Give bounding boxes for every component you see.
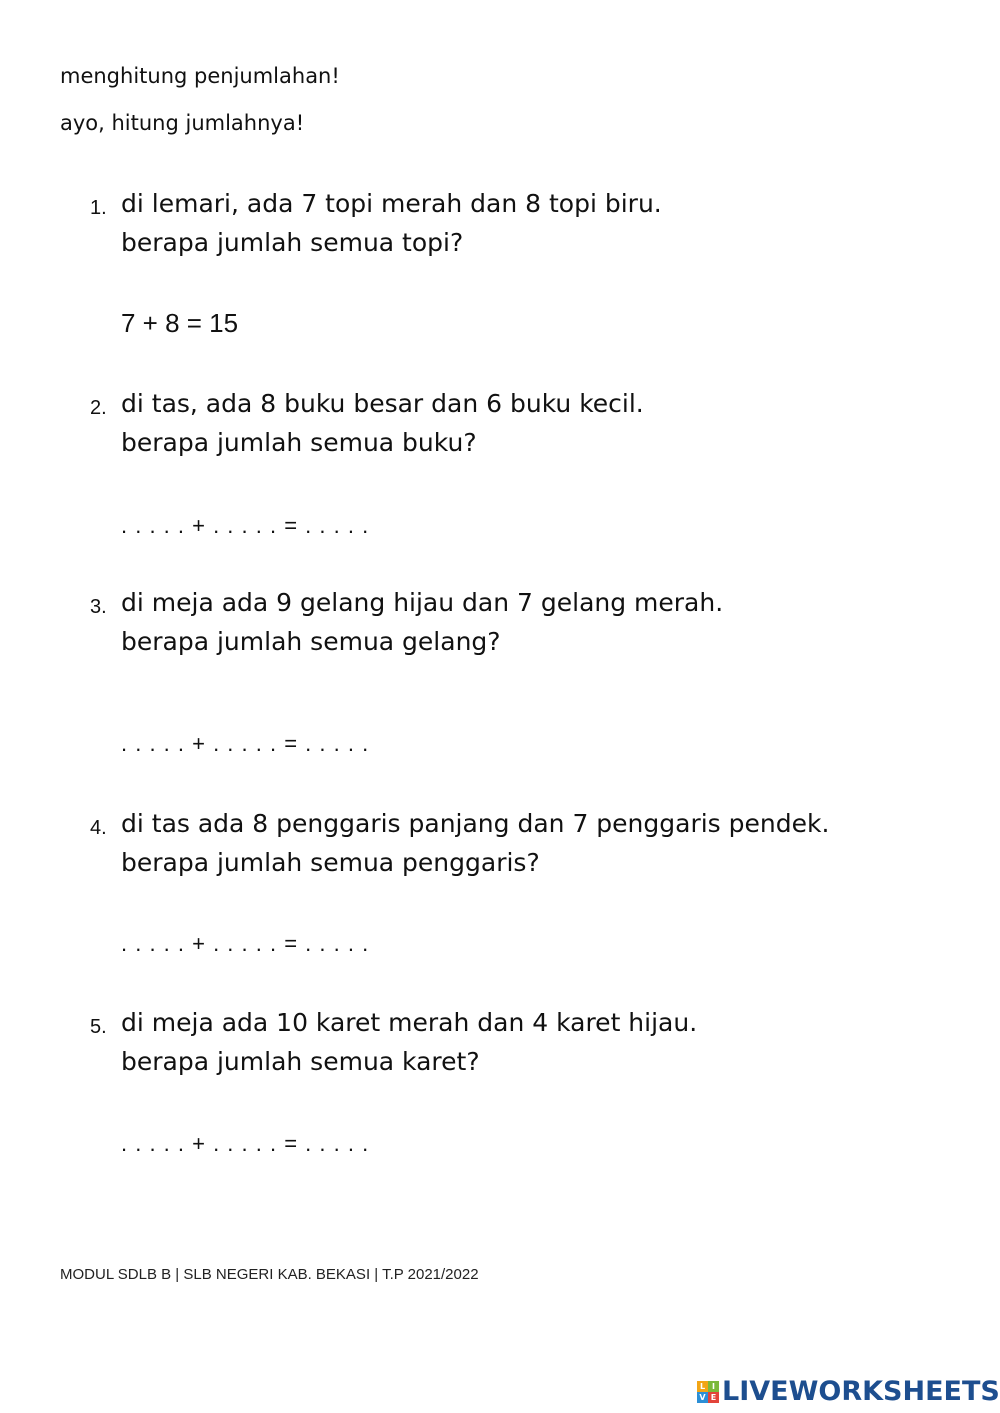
worksheet-instruction: ayo, hitung jumlahnya! <box>60 111 305 135</box>
question-4-answer-blank[interactable]: . . . . . + . . . . . = . . . . . <box>121 931 370 956</box>
question-1-prompt: berapa jumlah semua topi? <box>121 228 464 257</box>
question-4-prompt: berapa jumlah semua penggaris? <box>121 848 540 877</box>
question-4-text: di tas ada 8 penggaris panjang dan 7 penggaris pendek. <box>121 809 830 838</box>
question-1-text: di lemari, ada 7 topi merah dan 8 topi biru. <box>121 189 662 218</box>
question-4-number: 4. <box>90 817 107 839</box>
question-3-number: 3. <box>90 596 107 618</box>
liveworksheets-logo-icon <box>697 1381 719 1403</box>
question-1-number: 1. <box>90 197 107 219</box>
logo-letter-e: E <box>708 1392 719 1403</box>
worksheet-title: menghitung penjumlahan! <box>60 64 340 88</box>
liveworksheets-brand <box>697 1376 1000 1407</box>
brand-name: LIVEWORKSHEETS <box>722 1376 1000 1407</box>
question-2-text: di tas, ada 8 buku besar dan 6 buku kecil. <box>121 389 644 418</box>
question-2-prompt: berapa jumlah semua buku? <box>121 428 477 457</box>
question-2-number: 2. <box>90 397 107 419</box>
logo-letter-v: V <box>697 1392 708 1403</box>
question-3-answer-blank[interactable]: . . . . . + . . . . . = . . . . . <box>121 731 370 756</box>
logo-letter-i: I <box>708 1381 719 1392</box>
question-2-answer-blank[interactable]: . . . . . + . . . . . = . . . . . <box>121 513 370 538</box>
question-5-text: di meja ada 10 karet merah dan 4 karet hijau. <box>121 1008 698 1037</box>
question-1-answer: 7 + 8 = 15 <box>121 308 239 338</box>
logo-letter-l: L <box>697 1381 708 1392</box>
question-5-answer-blank[interactable]: . . . . . + . . . . . = . . . . . <box>121 1131 370 1156</box>
page-footer: MODUL SDLB B | SLB NEGERI KAB. BEKASI | T.P 2021/2022 <box>60 1266 479 1283</box>
question-5-prompt: berapa jumlah semua karet? <box>121 1047 480 1076</box>
question-3-prompt: berapa jumlah semua gelang? <box>121 627 501 656</box>
question-5-number: 5. <box>90 1016 107 1038</box>
question-3-text: di meja ada 9 gelang hijau dan 7 gelang merah. <box>121 588 724 617</box>
